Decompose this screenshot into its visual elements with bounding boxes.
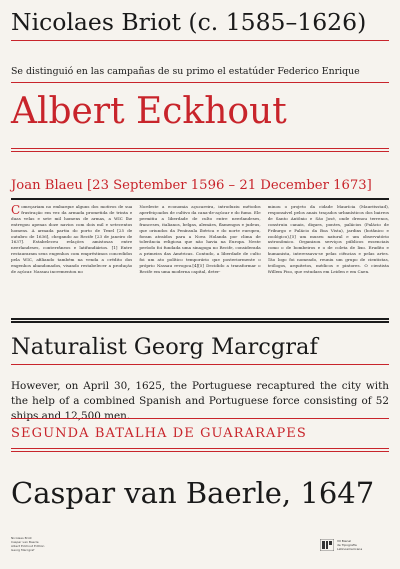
- divider: [11, 151, 389, 152]
- footer-line: Caspar van Baerle: [11, 540, 39, 544]
- body-text: minou o projeto da cidade Maurícia (Mauritsstad), responsável pelos anais traçados urbanísticos dos bairros de Santo Antônio e São José, onde drenou terrenos, construiu canais, diques, pontes, palácios (Palácio de Friburgo e Palácio da Boa Vista), jardins (botânico e zoológico),[5] um museu natural e um observatório astronômico. Organizou serviços públicos essenciais como o de bombeiros e o de coleta de lixo. Erudito e humanista, interessava-se pelas ciências e pelas artes. Tão logo foi nomeado, reuniu um grupo de cientistas, teólogos, arquitetos, médicos e pintores. O cientista Willem Piso, que estudara em Leiden e em Caen.: [267, 204, 389, 274]
- footer-line: Georg Marcgraf: [11, 548, 35, 552]
- footer-bienal: [337, 539, 362, 551]
- heading-albert-eckhout: Albert Eckhout: [11, 91, 287, 132]
- divider: [11, 418, 389, 419]
- body-column-3: [268, 204, 389, 314]
- footer-line: Nicolaes Briot: [11, 536, 32, 540]
- body-text: Nordeste a economia açucareira, introduziu métodos aperfeiçoados de cultivo da cana-de-açúcar e do fumo. Ele permitiu a liberdade de culto entre neerlandeses, franceses, italianos, belgas, alemães, flamengos e judeus, que oriundos da Península Ibérica e do norte europeu, foram atraídos para a Nova Holanda por clima de tolerância religiosa que não havia na Europa. Neste período foi fundada uma sinagoga no Recife, considerada a primeira das Américas. Contudo, a liberdade de culto foi um ato político temporário que posteriormente o próprio Nassau revogou.[4][5] Decidido a transformar o Recife em uma moderna capital, deter-: [139, 204, 261, 274]
- heading-nicolaes-briot: Nicolaes Briot (c. 1585–1626): [11, 8, 367, 36]
- body-columns: [11, 204, 389, 314]
- body-paragraph: However, on April 30, 1625, the Portuguese recaptured the city with the help of a combined Spanish and Portuguese force consisting of 52 ships and 12,500 men.: [11, 380, 389, 422]
- divider: [11, 364, 389, 365]
- heading-georg-marcgraf: Naturalist Georg Marcgraf: [11, 334, 318, 360]
- body-column-1: [11, 204, 132, 314]
- bienal-logo-icon: [320, 539, 334, 551]
- divider: [11, 448, 389, 449]
- divider: [11, 451, 389, 452]
- divider: [11, 318, 389, 320]
- heading-caspar-van-baerle: Caspar van Baerle, 1647: [11, 476, 375, 510]
- body-text: omeçariam no embarque alguns dos motivos de sua frustração em vez da armada prometida de trinta e duas velas e sete mil homens de armas, a WIC lhe entregou apenas doze navios com dois mil e setecentos homens. A armada partiu do porto de Texel [25 de outubro de 1636], chegando ao Recife [23 de janeiro de 1637]. Estabeleceu relações amistosas entre neerlandeses, conterrâneos e latifundiários. [1] Entre restauraram seus engenhos com empréstimos concedidos pela WIC, afiliando também na venda a crédito dos engenhos abandonados, visando restabelecer a produção de açúcar. Nassau incrementou no: [11, 204, 133, 274]
- footer-line: Latinoamericana: [337, 547, 363, 551]
- subtitle-joan-blaeu: Joan Blaeu [23 September 1596 – 21 December 1673]: [11, 178, 372, 193]
- subtitle-spanish: Se distinguió en las campañas de su primo el estatúder Federico Enrique: [11, 66, 360, 77]
- footer-line: VII Bienal: [337, 539, 352, 543]
- drop-cap: C: [11, 204, 21, 217]
- footer-line: Albert Eckhout Edition: [11, 544, 45, 548]
- divider: [11, 198, 389, 200]
- section-title: SEGUNDA BATALHA DE GUARARAPES: [11, 426, 307, 441]
- divider: [11, 40, 389, 41]
- footer-line: de Tipografia: [337, 543, 357, 547]
- footer-credits: [11, 536, 44, 552]
- divider: [11, 321, 389, 323]
- body-column-2: [139, 204, 260, 314]
- divider: [11, 148, 389, 149]
- divider: [11, 82, 389, 83]
